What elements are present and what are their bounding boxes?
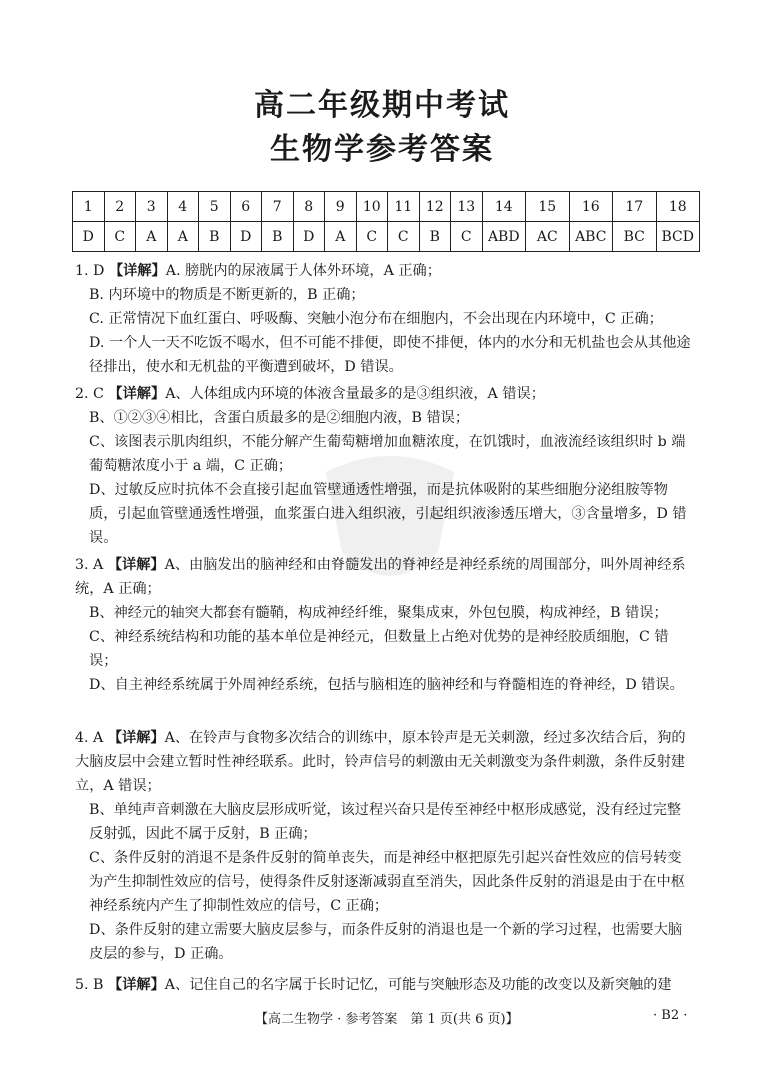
question-number-cell: 1	[73, 192, 105, 222]
answer-cell: AC	[526, 222, 570, 252]
question-number: 4. A	[75, 730, 104, 746]
explanation-line: C. 正常情况下血红蛋白、呼吸酶、突触小泡分布在细胞内，不会出现在内环境中，C 正确；	[89, 311, 663, 327]
footer-version: · B2 ·	[653, 1008, 688, 1023]
explanation-line: D、条件反射的建立需要大脑皮层参与，而条件反射的消退也是一个新的学习过程，也需要大脑皮层的参与，D 正确。	[89, 922, 683, 962]
question-number-cell: 18	[656, 192, 700, 222]
answer-cell: B	[199, 222, 231, 252]
question-2	[75, 382, 695, 550]
explanation-line: B、单纯声音刺激在大脑皮层形成听觉，该过程兴奋只是传至神经中枢形成感觉，没有经过完整反射弧，因此不属于反射，B 正确；	[89, 802, 682, 842]
question-number-cell: 16	[569, 192, 613, 222]
detail-tag: 【详解】	[108, 386, 166, 402]
explanation-line: B、①②③④相比，含蛋白质最多的是②细胞内液，B 错误；	[89, 410, 470, 426]
answer-cell: ABC	[569, 222, 613, 252]
answer-cell: D	[293, 222, 325, 252]
answer-table-answer-row	[73, 222, 700, 252]
detail-tag: 【详解】	[108, 263, 166, 279]
question-5	[75, 973, 695, 997]
explanation-line: C、条件反射的消退不是条件反射的简单丧失，而是神经中枢把原先引起兴奋性效应的信号转变为产生抑制性效应的信号，使得条件反射逐渐减弱直至消失，因此条件反射的消退是由于在中枢神经系统内产生了抑制性效应的信号，C 正确；	[89, 850, 685, 914]
title-line-2: 生物学参考答案	[270, 132, 494, 167]
question-number-cell: 14	[482, 192, 526, 222]
question-number-cell: 9	[325, 192, 357, 222]
question-number: 1. D	[75, 263, 105, 279]
explanation-line: D. 一个人一天不吃饭不喝水，但不可能不排便，即使不排便，体内的水分和无机盐也会从其他途径排出，使水和无机盐的平衡遭到破坏，D 错误。	[89, 335, 691, 375]
answer-cell: A	[167, 222, 199, 252]
detail-tag: 【详解】	[108, 977, 165, 993]
answer-cell: ABD	[482, 222, 526, 252]
answer-cell: C	[104, 222, 136, 252]
question-explanation-first: A. 膀胱内的尿液属于人体外环境，A 正确；	[165, 263, 441, 279]
answer-cell: A	[136, 222, 168, 252]
question-number-cell: 3	[136, 192, 168, 222]
explanation-line: B. 内环境中的物质是不断更新的，B 正确；	[89, 287, 365, 303]
question-explanation-first: A、人体组成内环境的体液含量最多的是③组织液，A 错误；	[165, 386, 545, 402]
question-explanation-first: A、由脑发出的脑神经和由脊髓发出的脊神经是神经系统的周围部分，叫外周神经系统，A 正确；	[75, 557, 686, 597]
explanation-line: D、自主神经系统属于外周神经系统，包括与脑相连的脑神经和与脊髓相连的脊神经，D 错误。	[89, 677, 684, 693]
question-1	[75, 259, 695, 379]
question-number-cell: 15	[526, 192, 570, 222]
detail-tag: 【详解】	[107, 557, 165, 573]
question-number-cell: 7	[262, 192, 294, 222]
answer-cell: C	[388, 222, 420, 252]
question-3	[75, 553, 695, 697]
question-number-cell: 4	[167, 192, 199, 222]
answer-cell: D	[73, 222, 105, 252]
question-number-cell: 6	[230, 192, 262, 222]
explanation-line: C、该图表示肌肉组织，不能分解产生葡萄糖增加血糖浓度，在饥饿时，血液流经该组织时 b 端葡萄糖浓度小于 a 端，C 正确；	[89, 434, 686, 474]
question-number-cell: 12	[419, 192, 451, 222]
title-line-1: 高二年级期中考试	[254, 88, 510, 123]
answer-cell: D	[230, 222, 262, 252]
question-number-cell: 5	[199, 192, 231, 222]
question-explanation-first: A、在铃声与食物多次结合的训练中，原本铃声是无关刺激，经过多次结合后，狗的大脑皮层中会建立暂时性神经联系。此时，铃声信号的刺激由无关刺激变为条件刺激，条件反射建立，A 错误；	[75, 730, 686, 794]
answer-cell: A	[325, 222, 357, 252]
question-number-cell: 10	[356, 192, 388, 222]
answer-table	[72, 191, 700, 252]
answer-cell: C	[451, 222, 483, 252]
question-number: 5. B	[75, 977, 104, 993]
question-explanation-first: A、记住自己的名字属于长时记忆，可能与突触形态及功能的改变以及新突触的建	[164, 977, 672, 993]
answer-table-number-row	[73, 192, 700, 222]
detail-tag: 【详解】	[107, 730, 165, 746]
footer-page-info: 【高二生物学 · 参考答案 第 1 页(共 6 页)】	[255, 1012, 519, 1027]
answer-cell: B	[419, 222, 451, 252]
explanation-line: B、神经元的轴突大都套有髓鞘，构成神经纤维，聚集成束，外包包膜，构成神经，B 错误；	[89, 605, 668, 621]
answer-cell: C	[356, 222, 388, 252]
question-number-cell: 17	[613, 192, 657, 222]
question-number-cell: 13	[451, 192, 483, 222]
question-number: 2. C	[75, 386, 104, 402]
question-number-cell: 2	[104, 192, 136, 222]
answer-cell: BCD	[656, 222, 700, 252]
question-number-cell: 11	[388, 192, 420, 222]
explanation-line: C、神经系统结构和功能的基本单位是神经元，但数量上占绝对优势的是神经胶质细胞，C 错误；	[89, 629, 669, 669]
question-4	[75, 726, 695, 966]
explanation-line: D、过敏反应时抗体不会直接引起血管壁通透性增强，而是抗体吸附的某些细胞分泌组胺等物质，引起血管壁通透性增强，血浆蛋白进入组织液，引起组织液渗透压增大，③含量增多，D 错误。	[89, 482, 687, 546]
question-number-cell: 8	[293, 192, 325, 222]
question-number: 3. A	[75, 557, 104, 573]
answer-cell: BC	[613, 222, 657, 252]
answer-cell: B	[262, 222, 294, 252]
